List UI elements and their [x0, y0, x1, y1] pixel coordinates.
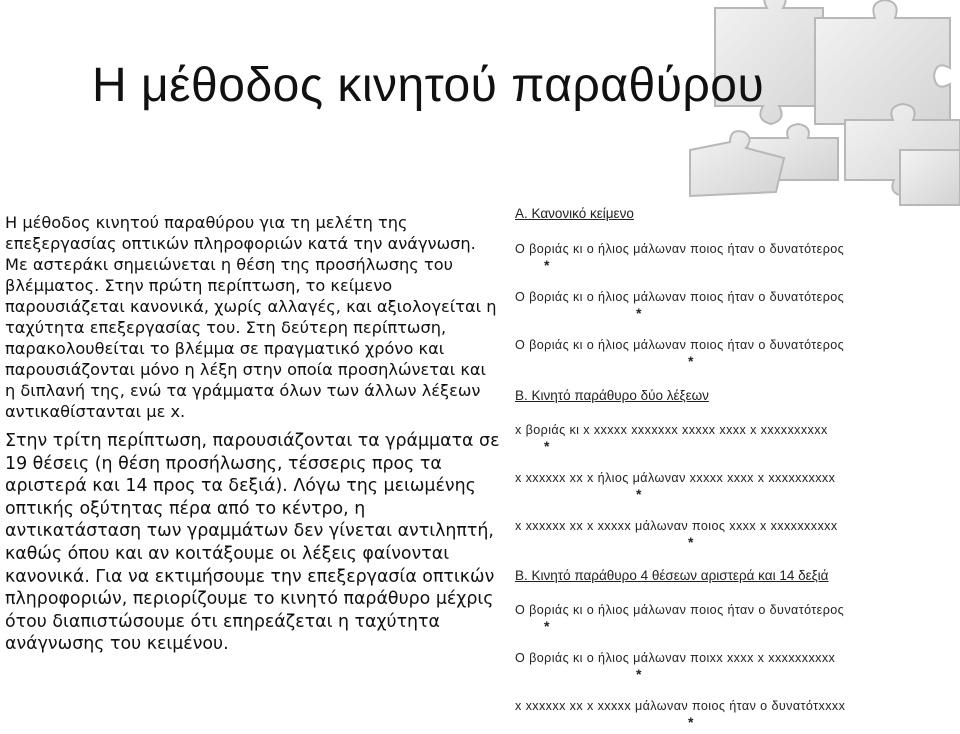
description-paragraph: Η μέθοδος κινητού παραθύρου για τη μελέτη της επεξεργασίας οπτικών πληροφοριών κατά την ανάγνωση. Με αστεράκι σημειώνεται η θέση της προσήλωσης του βλέμματος. Στην πρώτη περίπτωση, το κείμενο παρουσιάζεται κανονικά, χωρίς αλλαγές, και αξιολογείται η ταχύτητα επεξεργασίας του. Στη δεύτερη περίπτωση, παρακολουθείται το βλέμμα σε πραγματικό χρόνο και παρουσιάζονται μόνο η λέξη στην οποία προσηλώνεται και η διπλανή της, ενώ τα γράμματα όλων των άλλων λέξεων αντικαθίστανται με x.	[5, 213, 497, 421]
fixation-marker: *	[688, 353, 694, 369]
section-heading-a: Α. Κανονικό κείμενο	[515, 206, 634, 221]
figure-text-line: Ο βοριάς κι ο ήλιος μάλωναν ποιxx xxxx x xxxxxxxxxx	[515, 651, 836, 665]
page-title: Η μέθοδος κινητού παραθύρου	[92, 59, 765, 112]
fixation-marker: *	[636, 305, 642, 321]
figure-text-line: x xxxxxx xx x xxxxx μάλωναν ποιος xxxx x xxxxxxxxxx	[515, 519, 838, 533]
fixation-marker: *	[544, 257, 550, 273]
description-paragraph: Στην τρίτη περίπτωση, παρουσιάζονται τα γράμματα σε 19 θέσεις (η θέση προσήλωσης, τέσσερις προς τα αριστερά και 14 προς τα δεξιά). Λόγω της μειωμένης οπτικής οξύτητας πέρα από το κέντρο, η αντικατάσταση των γραμμάτων δεν γίνεται αντιληπτή, καθώς όπου και αν κοιτάξουμε οι λέξεις φαίνονται κανονικά. Για να εκτιμήσουμε την επεξεργασία οπτικών πληροφοριών, περιορίζουμε το κινητό παράθυρο μέχρις ότου διαπιστώσουμε ότι επηρεάζεται η ταχύτητα ανάγνωσης του κειμένου.	[5, 431, 500, 655]
section-heading-c: Β. Κινητό παράθυρο 4 θέσεων αριστερά και 14 δεξιά	[515, 568, 829, 583]
fixation-marker: *	[544, 438, 550, 454]
fixation-marker: *	[544, 618, 550, 634]
figure-text-line: x xxxxxx xx x xxxxx μάλωναν ποιος ήταν ο δυνατότxxxx	[515, 699, 846, 713]
figure-text-line: Ο βοριάς κι ο ήλιος μάλωναν ποιος ήταν ο δυνατότερος	[515, 290, 845, 304]
fixation-marker: *	[688, 714, 694, 730]
figure-text-line: x xxxxxx xx x ήλιος μάλωναν xxxxx xxxx x xxxxxxxxxx	[515, 471, 836, 485]
description-text	[5, 212, 500, 656]
figure-text-line: x βοριάς κι x xxxxx xxxxxxx xxxxx xxxx x xxxxxxxxxx	[515, 423, 828, 437]
figure-text-line: Ο βοριάς κι ο ήλιος μάλωναν ποιος ήταν ο δυνατότερος	[515, 242, 845, 256]
figure-text-line: Ο βοριάς κι ο ήλιος μάλωναν ποιος ήταν ο δυνατότερος	[515, 603, 845, 617]
moving-window-figure	[514, 200, 960, 734]
fixation-marker: *	[636, 486, 642, 502]
fixation-marker: *	[688, 534, 694, 550]
fixation-marker: *	[636, 666, 642, 682]
section-heading-b: Β. Κινητό παράθυρο δύο λέξεων	[515, 388, 709, 403]
puzzle-piece	[900, 150, 960, 205]
figure-text-line: Ο βοριάς κι ο ήλιος μάλωναν ποιος ήταν ο δυνατότερος	[515, 338, 845, 352]
